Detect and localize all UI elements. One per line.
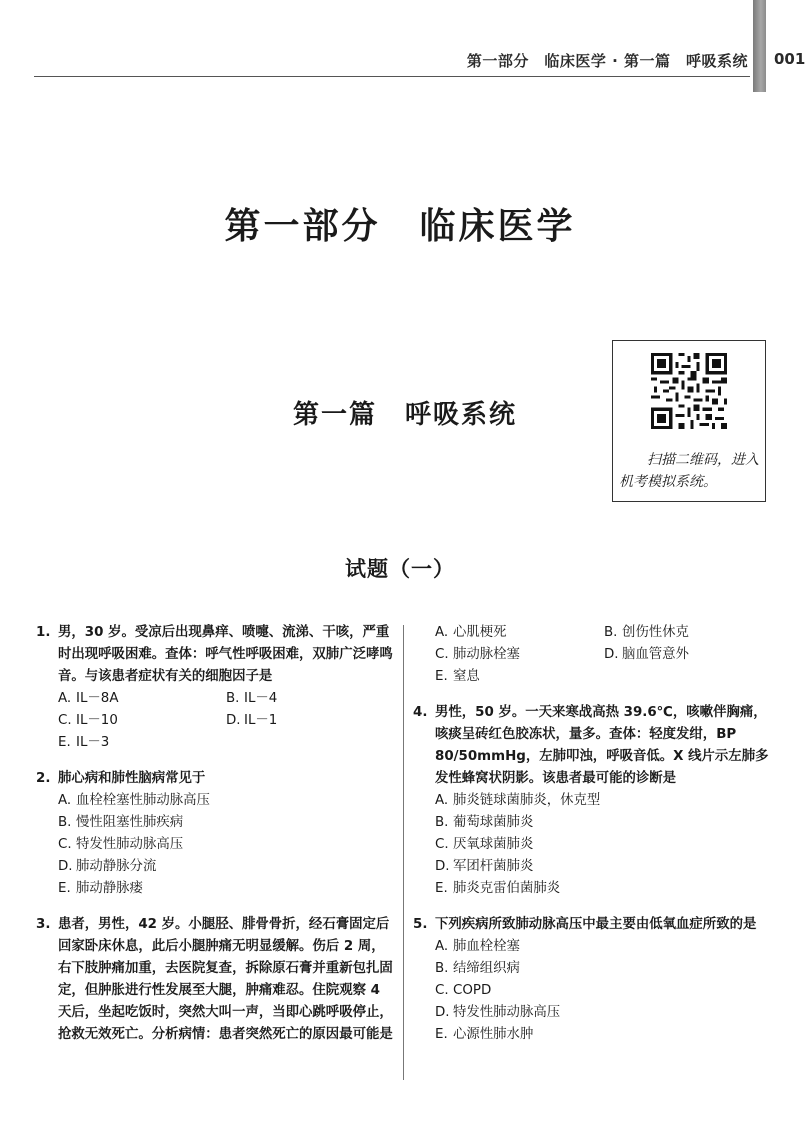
question-number: 4. [413,705,428,720]
option-a[interactable]: A. 肺血栓栓塞 [435,939,520,954]
option-d[interactable]: D. 军团杆菌肺炎 [435,859,534,874]
option-a[interactable]: A. IL－8A [58,691,119,706]
option-c[interactable]: C. 厌氧球菌肺炎 [435,837,534,852]
option-b[interactable]: B. 结缔组织病 [435,961,520,976]
option-e[interactable]: E. 窒息 [435,669,480,684]
option-d[interactable]: D. 特发性肺动脉高压 [435,1005,561,1020]
section-title: 试题（一） [345,557,455,581]
option-d[interactable]: D. 脑血管意外 [604,647,689,662]
option-c[interactable]: C. IL－10 [58,713,118,728]
chapter-title: 第一篇 呼吸系统 [292,400,517,430]
option-e[interactable]: E. 心源性肺水肿 [435,1027,534,1042]
question-2 [36,768,394,900]
header-rule [34,76,750,77]
question-number: 1. [36,625,51,640]
option-b[interactable]: B. 慢性阻塞性肺疾病 [58,815,184,830]
qr-caption: 扫描二维码，进入机考模拟系统。 [619,452,759,490]
option-b[interactable]: B. IL－4 [226,691,278,706]
question-4 [413,702,773,900]
question-stem: 男性，50 岁。一天来寒战高热 39.6℃，咳嗽伴胸痛，咳痰呈砖红色胶冻状，量多。查体：轻度发绀，BP 80/50mmHg，左肺叩浊，呼吸音低。X 线片示左肺多发性蜂窝状阴影。该患者最可能的诊断是 [435,705,769,786]
option-e[interactable]: E. 肺动静脉瘘 [58,881,143,896]
option-a[interactable]: A. 肺炎链球菌肺炎，休克型 [435,793,601,808]
page-number: 001 [774,50,805,68]
option-a[interactable]: A. 心肌梗死 [435,625,507,640]
question-1 [36,622,394,754]
option-c[interactable]: C. COPD [435,983,492,998]
left-column [36,622,394,1060]
question-stem: 下列疾病所致肺动脉高压中最主要由低氧血症所致的是 [435,917,757,932]
qr-code-icon[interactable] [651,353,727,429]
question-number: 2. [36,771,51,786]
question-stem: 肺心病和肺性脑病常见于 [58,771,206,786]
option-b[interactable]: B. 创伤性休克 [604,625,689,640]
column-divider [403,625,404,1080]
right-column [413,622,773,1060]
thumb-tab [753,0,766,92]
option-c[interactable]: C. 特发性肺动脉高压 [58,837,184,852]
question-stem: 男，30 岁。受凉后出现鼻痒、喷嚏、流涕、干咳，严重时出现呼吸困难。查体：呼气性呼吸困难，双肺广泛哮鸣音。与该患者症状有关的细胞因子是 [58,625,393,684]
running-header: 第一部分 临床医学 · 第一篇 呼吸系统 [466,52,748,70]
question-number: 5. [413,917,428,932]
option-b[interactable]: B. 葡萄球菌肺炎 [435,815,534,830]
question-stem: 患者，男性，42 岁。小腿胫、腓骨骨折，经石膏固定后回家卧床休息，此后小腿肿痛无明显缓解。伤后 2 周，右下肢肿痛加重，去医院复查，拆除原石膏并重新包扎固定，但肿胀进行性发展至大腿，肿痛难忍。住院观察 4 天后，坐起吃饭时，突然大叫一声，当即心跳呼吸停止，抢救无效死亡。分析病情：患者突然死亡的原因最可能是 [58,917,393,1042]
option-c[interactable]: C. 肺动脉栓塞 [435,647,520,662]
qr-code-box [612,340,766,502]
question-3 [36,914,394,1046]
question-3-options [413,622,773,688]
option-a[interactable]: A. 血栓栓塞性肺动脉高压 [58,793,210,808]
question-5 [413,914,773,1046]
option-d[interactable]: D. IL－1 [226,713,278,728]
part-title: 第一部分 临床医学 [224,206,576,247]
option-e[interactable]: E. 肺炎克雷伯菌肺炎 [435,881,561,896]
option-d[interactable]: D. 肺动静脉分流 [58,859,157,874]
question-number: 3. [36,917,51,932]
option-e[interactable]: E. IL－3 [58,735,110,750]
